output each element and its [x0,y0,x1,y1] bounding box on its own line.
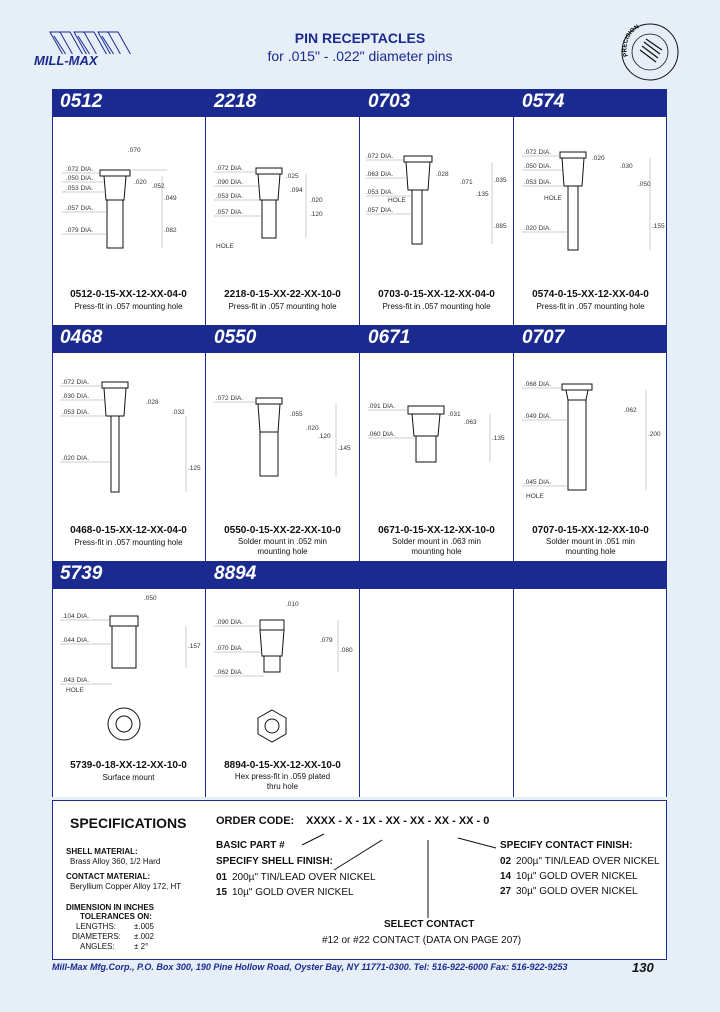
mount-note-0512: Press-fit in .057 mounting hole [74,302,183,311]
shell-finish-label: SPECIFY SHELL FINISH: [216,856,333,867]
drawing-5739 [52,592,206,752]
svg-text:.020 DIA.: .020 DIA. [62,455,90,462]
svg-text:.079: .079 [320,637,333,644]
row-2-header [52,325,667,353]
dimension-label: DIMENSION IN INCHES [66,903,155,912]
svg-text:.052: .052 [152,183,165,190]
svg-text:.030 DIA.: .030 DIA. [62,393,90,400]
part-number-0707: 0707 [522,327,565,348]
seal-text: PRECISION [622,24,641,58]
part-number-0671: 0671 [368,327,411,348]
contact-finish-label: SPECIFY CONTACT FINISH: [500,840,633,851]
svg-text:.090 DIA.: .090 DIA. [216,179,244,186]
svg-text:.135: .135 [492,435,505,442]
svg-text:HOLE: HOLE [544,195,562,202]
svg-text:.072 DIA.: .072 DIA. [66,166,94,173]
mount-note-0707-line2: mounting hole [565,547,616,556]
svg-text:.057 DIA.: .057 DIA. [66,205,94,212]
svg-text:.071: .071 [460,179,473,186]
part-number-2218: 2218 [214,91,257,112]
part-code-8894: 8894-0-15-XX-12-XX-10-0 [224,760,341,771]
svg-text:.020: .020 [134,179,147,186]
svg-text:.032: .032 [172,409,185,416]
svg-text:.120: .120 [310,211,323,218]
mount-note-0550-line2: mounting hole [257,547,308,556]
shell-material-value: Brass Alloy 360, 1/2 Hard [70,857,161,866]
svg-text:.072 DIA.: .072 DIA. [216,165,244,172]
order-code-label: ORDER CODE: [216,815,295,827]
shell-finish-code-15: 15 [216,887,228,898]
contact-note: #12 or #22 CONTACT (DATA ON PAGE 207) [322,935,522,946]
drawing-0703 [360,140,514,280]
drawing-0707 [514,370,668,510]
svg-text:.135: .135 [476,191,489,198]
shell-material-label: SHELL MATERIAL: [66,847,138,856]
shell-finish-code-01: 01 [216,872,228,883]
part-code-0512: 0512-0-15-XX-12-XX-04-0 [70,289,187,300]
drawing-8894 [206,592,360,752]
basic-part-label: BASIC PART # [216,840,285,851]
mount-note-2218: Press-fit in .057 mounting hole [228,302,337,311]
mount-note-5739: Surface mount [102,773,155,782]
svg-text:HOLE: HOLE [388,197,406,204]
mount-note-0468: Press-fit in .057 mounting hole [74,538,183,547]
drawing-2218 [206,140,360,280]
svg-text:.063: .063 [464,419,477,426]
tolerance-lengths-label: LENGTHS: [76,922,117,931]
svg-text:.145: .145 [338,445,351,452]
select-contact-label: SELECT CONTACT [384,919,475,930]
shell-finish-text-15: 10µ" GOLD OVER NICKEL [232,887,354,898]
empty-cell [360,589,514,797]
tolerance-label: TOLERANCES ON: [80,912,152,921]
svg-text:.020: .020 [306,425,319,432]
tolerance-angles-value: ± 2° [134,942,149,951]
drawing-0574 [514,140,668,280]
svg-text:.072 DIA.: .072 DIA. [366,153,394,160]
svg-text:.031: .031 [448,411,461,418]
part-number-0512: 0512 [60,91,103,112]
contact-material-label: CONTACT MATERIAL: [66,872,151,881]
svg-text:HOLE: HOLE [216,243,234,250]
svg-text:.082: .082 [164,227,177,234]
svg-text:.072 DIA.: .072 DIA. [62,379,90,386]
svg-text:.053 DIA.: .053 DIA. [524,179,552,186]
part-code-5739: 5739-0-18-XX-12-XX-10-0 [70,760,187,771]
svg-text:.057 DIA.: .057 DIA. [216,209,244,216]
part-number-0468: 0468 [60,327,103,348]
page-number: 130 [632,960,654,975]
svg-text:.062 DIA.: .062 DIA. [216,669,244,676]
page-title: PIN RECEPTACLES [294,30,426,46]
svg-text:.062: .062 [624,407,637,414]
tolerance-angles-label: ANGLES: [80,942,115,951]
drawing-0550 [206,370,360,510]
svg-text:.045 DIA.: .045 DIA. [524,479,552,486]
svg-text:.125: .125 [188,465,201,472]
page-subtitle: for .015" - .022" diameter pins [267,48,453,64]
svg-text:.120: .120 [318,433,331,440]
svg-text:.020: .020 [310,197,323,204]
contact-material-value: Beryllium Copper Alloy 172, HT [70,882,182,891]
svg-text:.030: .030 [620,163,633,170]
svg-text:.010: .010 [286,601,299,608]
svg-text:.028: .028 [146,399,159,406]
svg-text:.050: .050 [144,595,157,602]
svg-text:.072 DIA.: .072 DIA. [524,149,552,156]
mount-note-8894-line2: thru hole [266,782,299,791]
part-number-0574: 0574 [522,91,565,112]
svg-text:.044 DIA.: .044 DIA. [62,637,90,644]
part-number-0703: 0703 [368,91,411,112]
part-code-0468: 0468-0-15-XX-12-XX-04-0 [70,525,187,536]
svg-text:.020: .020 [592,155,605,162]
mount-note-0550: Solder mount in .052 min [238,537,327,546]
svg-text:.063 DIA.: .063 DIA. [366,171,394,178]
part-code-0671: 0671-0-15-XX-12-XX-10-0 [378,525,495,536]
part-code-2218: 2218-0-15-XX-22-XX-10-0 [224,289,341,300]
precision-seal-icon [620,22,680,82]
drawing-0671 [360,370,514,510]
svg-text:.028: .028 [436,171,449,178]
logo-text: MILL-MAX [34,53,98,68]
svg-text:.050 DIA.: .050 DIA. [66,175,94,182]
svg-text:.043 DIA.: .043 DIA. [62,677,90,684]
drawing-0512 [52,140,206,280]
svg-text:.157: .157 [188,643,201,650]
svg-text:.068 DIA.: .068 DIA. [524,381,552,388]
svg-text:.053 DIA.: .053 DIA. [366,189,394,196]
svg-text:.155: .155 [652,223,665,230]
svg-text:.025: .025 [286,173,299,180]
svg-text:.094: .094 [290,187,303,194]
svg-text:.057 DIA.: .057 DIA. [366,207,394,214]
svg-text:.053 DIA.: .053 DIA. [216,193,244,200]
part-number-8894: 8894 [214,563,257,584]
svg-text:.060 DIA.: .060 DIA. [368,431,396,438]
svg-text:HOLE: HOLE [66,687,84,694]
svg-text:.049: .049 [164,195,177,202]
contact-finish-text-14: 10µ" GOLD OVER NICKEL [516,871,638,882]
svg-text:PRECISION [622,24,640,57]
mount-note-0707: Solder mount in .051 min [546,537,635,546]
svg-text:.035: .035 [494,177,507,184]
svg-text:.070: .070 [128,147,141,154]
part-code-0707: 0707-0-15-XX-12-XX-10-0 [532,525,649,536]
svg-text:.053 DIA.: .053 DIA. [66,185,94,192]
tolerance-diameters-label: DIAMETERS: [72,932,121,941]
contact-finish-code-27: 27 [500,886,512,897]
svg-text:.200: .200 [648,431,661,438]
part-code-0703: 0703-0-15-XX-12-XX-04-0 [378,289,495,300]
tolerance-diameters-value: ±.002 [134,932,154,941]
shell-finish-text-01: 200µ" TIN/LEAD OVER NICKEL [232,872,376,883]
mount-note-0671-line2: mounting hole [411,547,462,556]
part-number-0550: 0550 [214,327,257,348]
svg-text:.091 DIA.: .091 DIA. [368,403,396,410]
drawing-0468 [52,370,206,510]
tolerance-lengths-value: ±.005 [134,922,154,931]
svg-text:.070 DIA.: .070 DIA. [216,645,244,652]
svg-text:.104 DIA.: .104 DIA. [62,613,90,620]
svg-text:.049 DIA.: .049 DIA. [524,413,552,420]
svg-text:.072 DIA.: .072 DIA. [216,395,244,402]
svg-text:.053 DIA.: .053 DIA. [62,409,90,416]
mount-note-0574: Press-fit in .057 mounting hole [536,302,645,311]
order-code-template: XXXX - X - 1X - XX - XX - XX - XX - 0 [306,815,490,827]
row-3-header [52,561,667,589]
svg-text:HOLE: HOLE [526,493,544,500]
part-number-5739: 5739 [60,563,103,584]
contact-finish-code-14: 14 [500,871,512,882]
contact-finish-code-02: 02 [500,856,512,867]
svg-text:.050 DIA.: .050 DIA. [524,163,552,170]
part-code-0574: 0574-0-15-XX-12-XX-04-0 [532,289,649,300]
svg-text:.090 DIA.: .090 DIA. [216,619,244,626]
empty-cell [514,589,667,797]
contact-finish-text-02: 200µ" TIN/LEAD OVER NICKEL [516,856,660,867]
mount-note-0671: Solder mount in .063 min [392,537,481,546]
svg-text:.050: .050 [638,181,651,188]
contact-finish-text-27: 30µ" GOLD OVER NICKEL [516,886,638,897]
svg-text:.079 DIA.: .079 DIA. [66,227,94,234]
svg-text:.020 DIA.: .020 DIA. [524,225,552,232]
row-1-header [52,89,667,117]
mount-note-8894: Hex press-fit in .059 plated [234,772,331,781]
footer-address: Mill-Max Mfg.Corp., P.O. Box 300, 190 Pine Hollow Road, Oyster Bay, NY 11771-0300. Tel: 516-922-6000 Fax: 516-922-9253 [52,962,568,972]
specifications-heading: SPECIFICATIONS [70,815,187,831]
svg-text:.055: .055 [290,411,303,418]
part-code-0550: 0550-0-15-XX-22-XX-10-0 [224,525,341,536]
svg-text:.080: .080 [340,647,353,654]
svg-text:.085: .085 [494,223,507,230]
mount-note-0703: Press-fit in .057 mounting hole [382,302,491,311]
